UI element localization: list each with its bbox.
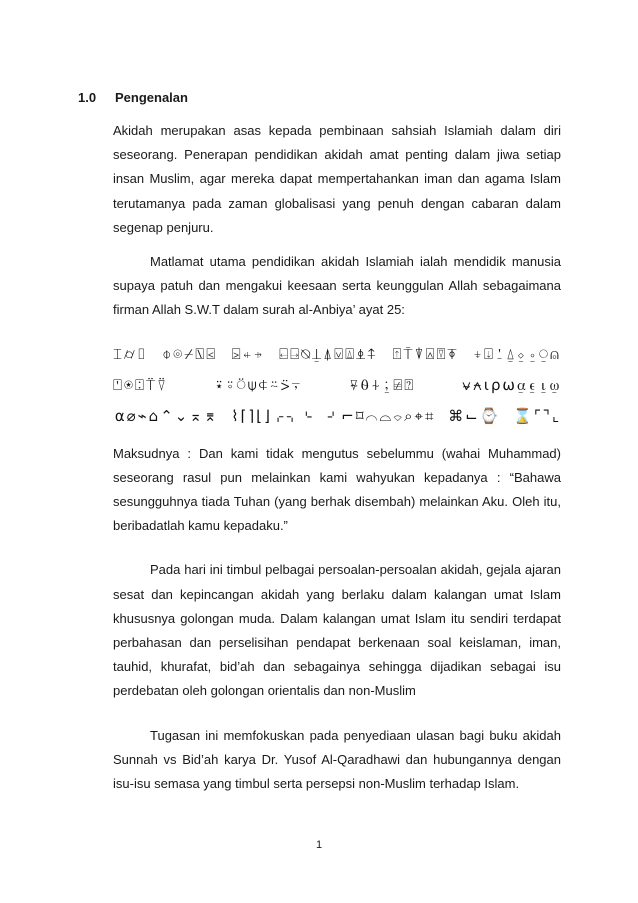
- paragraph-matlamat: Matlamat utama pendidikan akidah Islamiah ialah mendidik manusia supaya patuh dan mengakui keesaan serta keunggulan Allah sebagaimana firman Allah S.W.T dalam surah al-Anbiya’ ayat 25:: [113, 254, 561, 318]
- paragraph-intro: Akidah merupakan asas kepada pembinaan sahsiah Islamiah dalam diri seseorang. Penerapan pendidikan akidah amat penting dalam jiwa setiap insan Muslim, agar mereka dapat mempertahankan iman dan agama Islam terutamanya pada zaman globalisasi yang penuh dengan cabaran dalam segenap penjuru.: [113, 123, 561, 235]
- verse-translation: Maksudnya : Dan kami tidak mengutus sebelummu (wahai Muhammad) seseorang rasul pun melainkan kami wahyukan kepadanya : “Bahawa sesungguhnya tiada Tuhan (yang berhak disembah) melainkan Aku. Oleh itu, beribadatlah kamu kepadaku.”: [113, 445, 561, 534]
- body-text: [113, 119, 561, 796]
- section-number: 1.0: [78, 90, 97, 105]
- paragraph-isu: Pada hari ini timbul pelbagai persoalan-persoalan akidah, gejala ajaran sesat dan kepincangan akidah yang berlaku dalam kalangan umat Islam khususnya golongan muda. Dalam kalangan umat Islam itu sendiri terdapat perbahasan dan perselisihan pendapat berkenaan soal keislaman, iman, tauhid, khurafat, bid’ah dan sebagainya sehingga dijadikan sebagai isu perdebatan oleh golongan orientalis dan non-Muslim: [113, 562, 561, 699]
- section-heading: [78, 90, 188, 105]
- paragraph-tugasan: Tugasan ini memfokuskan pada penyediaan ulasan bagi buku akidah Sunnah vs Bid’ah karya Dr. Yusof Al-Qaradhawi dan hubungannya dengan isu-isu semasa yang timbul serta persepsi non-Muslim terhadap Islam.: [113, 727, 561, 792]
- page-number: 1: [315, 839, 323, 851]
- arabic-verse: ⌶⌭⌷ ⌽⌾⌿⍂⍃ ⍄⍅⍆ ⍇⍈⍉⍊⍋⍌⍍⍎⍏ ⍐⍑⍒⍓⍔⍕ ⍖⍗⍘⍙⍚⍛⍜⍝ ⍞⍟⍠⍡⍢ ⍣⍤⍥⍦⍧⍨⍩⍪ ⍫⍬⍭⍮⍯⍰ ⍱⍲⍳⍴⍵⍶⍷⍸⍹ ⍺⌀⌁⌂⌃⌄⌅⌆ ⌇⌈⌉⌊⌋⌌⌍⌎ ⌏⌐⌑⌒⌓⌔⌕⌖⌗ ⌘⌙⌚ ⌛⌜⌝⌞: [113, 344, 561, 425]
- section-title: Pengenalan: [115, 90, 188, 105]
